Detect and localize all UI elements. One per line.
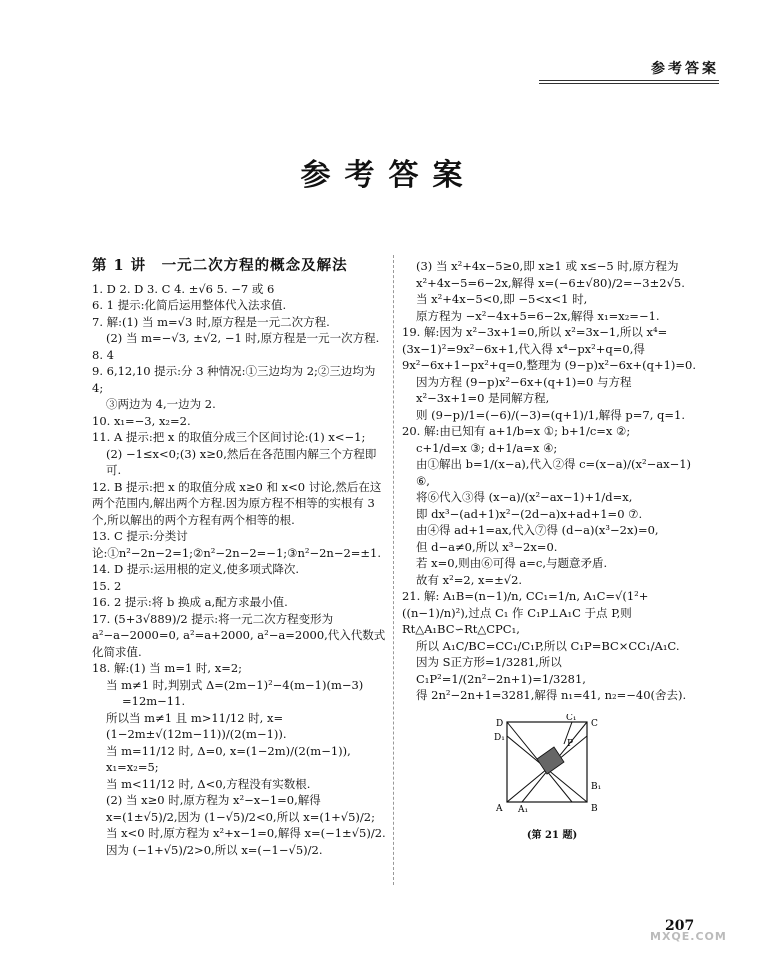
- label-a: A: [496, 803, 503, 814]
- answer-19-cont: 因为方程 (9−p)x²−6x+(q+1)=0 与方程 x²−3x+1=0 是同解方程,: [416, 374, 632, 405]
- figure-21-diagram: [492, 714, 612, 814]
- answer-1-5: 1. D 2. D 3. C 4. ±√6 5. −7 或 6: [92, 281, 275, 296]
- answer-7-part-2: (2) 当 m=−√3, ±√2, −1 时,原方程是一元一次方程.: [106, 331, 380, 345]
- answer-20-result: 故有 x²=2, x=±√2.: [416, 572, 523, 587]
- answer-20-step5: 但 d−a≠0,所以 x³−2x=0.: [416, 539, 558, 554]
- answer-18-part-3-sol: x²+4x−5=6−2x,解得 x=(−6±√80)/2=−3±2√5.: [416, 275, 685, 290]
- answer-7: 7. 解:(1) 当 m=√3 时,原方程是一元二次方程.: [92, 314, 330, 329]
- answer-13: 13. C 提示:分类讨论:①n²−2n−2=1;②n²−2n−2=−1;③n²−2n−2=±1.: [92, 529, 382, 560]
- answer-18-part-3-case: 当 x²+4x−5<0,即 −5<x<1 时,: [416, 292, 588, 306]
- header-rule: [539, 80, 719, 81]
- answer-18-part-2-sol: x=(1±√5)/2,因为 (1−√5)/2<0,所以 x=(1+√5)/2;: [106, 809, 375, 824]
- answer-19: 19. 解:因为 x²−3x+1=0,所以 x²=3x−1,所以 x⁴=(3x−1)²=9x²−6x+1,代入得 x⁴−px²+q=0,得 9x²−6x+1−px²+q=0,整理为 (9−p)x²−6x+(q+1)=0.: [402, 325, 697, 372]
- answer-21-result: 得 2n²−2n+1=3281,解得 n₁=41, n₂=−40(舍去).: [416, 688, 687, 702]
- header-rule-secondary: [539, 83, 719, 84]
- label-d1: D₁: [494, 732, 505, 743]
- answer-9: 9. 6,12,10 提示:分 3 种情况:①三边均为 2;②三边均为 4;: [92, 364, 376, 395]
- answer-18-discriminant: 当 m≠1 时,判别式 Δ=(2m−1)²−4(m−1)(m−3): [106, 677, 364, 692]
- shaded-square: [537, 747, 564, 774]
- answer-20: 20. 解:由已知有 a+1/b=x ①; b+1/c=x ②;: [402, 424, 631, 438]
- answer-19-result: 则 (9−p)/1=(−6)/(−3)=(q+1)/1,解得 p=7, q=1.: [416, 407, 686, 422]
- answer-18: 18. 解:(1) 当 m=1 时, x=2;: [92, 661, 243, 675]
- label-b1: B₁: [591, 781, 602, 792]
- label-d: D: [496, 718, 504, 729]
- label-b: B: [591, 803, 598, 814]
- running-header: 参考答案: [651, 61, 719, 77]
- answer-6: 6. 1 提示:化简后运用整体代入法求值.: [92, 298, 287, 312]
- answer-20-step3: 即 dx³−(ad+1)x²−(2d−a)x+ad+1=0 ⑦.: [416, 506, 643, 521]
- figure-caption: (第 21 题): [526, 829, 578, 841]
- answer-20-step4: 由④得 ad+1=ax,代入⑦得 (d−a)(x³−2x)=0,: [416, 523, 659, 537]
- answer-12: 12. B 提示:把 x 的取值分成 x≥0 和 x<0 讨论,然后在这两个范围内,解出两个方程.因为原方程不相等的实根有 3 个,所以解出的两个方程有两个相等的根.: [92, 479, 382, 527]
- answer-21-area: 因为 S正方形=1/3281,所以 C₁P²=1/(2n²−2n+1)=1/3281,: [416, 655, 586, 686]
- answer-16: 16. 2 提示:将 b 换成 a,配方求最小值.: [92, 595, 288, 609]
- answer-14: 14. D 提示:运用根的定义,使多项式降次.: [92, 562, 300, 576]
- answer-11-cont: (2) −1≤x<0;(3) x≥0,然后在各范围内解三个方程即可.: [106, 446, 377, 477]
- figure-21: [492, 714, 612, 814]
- label-a1: A₁: [518, 804, 529, 814]
- answer-21: 21. 解: A₁B=(n−1)/n, CC₁=1/n, A₁C=√(1²+((n−1)/n)²),过点 C₁ 作 C₁P⊥A₁C 于点 P,则 Rt△A₁BC∽Rt△CPC₁,: [402, 589, 649, 636]
- answer-8: 8. 4: [92, 347, 114, 362]
- page-number: 207: [665, 918, 695, 934]
- label-c1: C₁: [566, 713, 577, 723]
- answer-21-step: 所以 A₁C/BC=CC₁/C₁P,所以 C₁P=BC×CC₁/A₁C.: [416, 638, 680, 653]
- watermark: MXQE.COM: [650, 930, 727, 943]
- answer-20-step2: 将⑥代入③得 (x−a)/(x²−ax−1)+1/d=x,: [416, 490, 633, 504]
- lecture-title: 第 1 讲 一元二次方程的概念及解法: [92, 257, 348, 274]
- answer-18-part-2: (2) 当 x≥0 时,原方程为 x²−x−1=0,解得: [106, 793, 321, 807]
- answer-20-eq: c+1/d=x ③; d+1/a=x ④;: [416, 440, 558, 455]
- label-p: P: [567, 738, 574, 749]
- answer-18-part-3: (3) 当 x²+4x−5≥0,即 x≥1 或 x≤−5 时,原方程为: [416, 259, 679, 273]
- column-divider: [393, 255, 394, 885]
- left-column: [92, 258, 387, 858]
- page-title: 参考答案: [300, 158, 477, 193]
- answer-18-discriminant-result: =12m−11.: [122, 694, 186, 708]
- answer-18-part-3-result: 原方程为 −x²−4x+5=6−2x,解得 x₁=x₂=−1.: [416, 308, 660, 323]
- answer-18-case-a: 所以当 m≠1 且 m>11/12 时, x=(1−2m±√(12m−11))/(2(m−1)).: [106, 710, 287, 741]
- answer-20-step1: 由①解出 b=1/(x−a),代入②得 c=(x−a)/(x²−ax−1) ⑥,: [416, 457, 692, 488]
- label-c: C: [591, 718, 598, 729]
- answer-17: 17. (5+3√889)/2 提示:将一元二次方程变形为 a²−a−2000=0, a²=a+2000, a²−a=2000,代入代数式化简求值.: [92, 611, 386, 659]
- answer-9-cont: ③两边为 4,一边为 2.: [106, 397, 216, 411]
- answer-15: 15. 2: [92, 578, 122, 593]
- right-column: [402, 258, 700, 844]
- answer-18-case-c: 当 m<11/12 时, Δ<0,方程没有实数根.: [106, 776, 311, 791]
- answer-11: 11. A 提示:把 x 的取值分成三个区间讨论:(1) x<−1;: [92, 430, 366, 444]
- answer-18-case-b: 当 m=11/12 时, Δ=0, x=(1−2m)/(2(m−1)), x₁=x₂=5;: [106, 743, 351, 774]
- answer-18-part-2-neg: 当 x<0 时,原方程为 x²+x−1=0,解得 x=(−1±√5)/2.: [106, 826, 386, 840]
- answer-18-part-2-result: 因为 (−1+√5)/2>0,所以 x=(−1−√5)/2.: [106, 842, 323, 857]
- answer-20-step6: 若 x=0,则由⑥可得 a=c,与题意矛盾.: [416, 556, 608, 570]
- answer-10: 10. x₁=−3, x₂=2.: [92, 413, 191, 428]
